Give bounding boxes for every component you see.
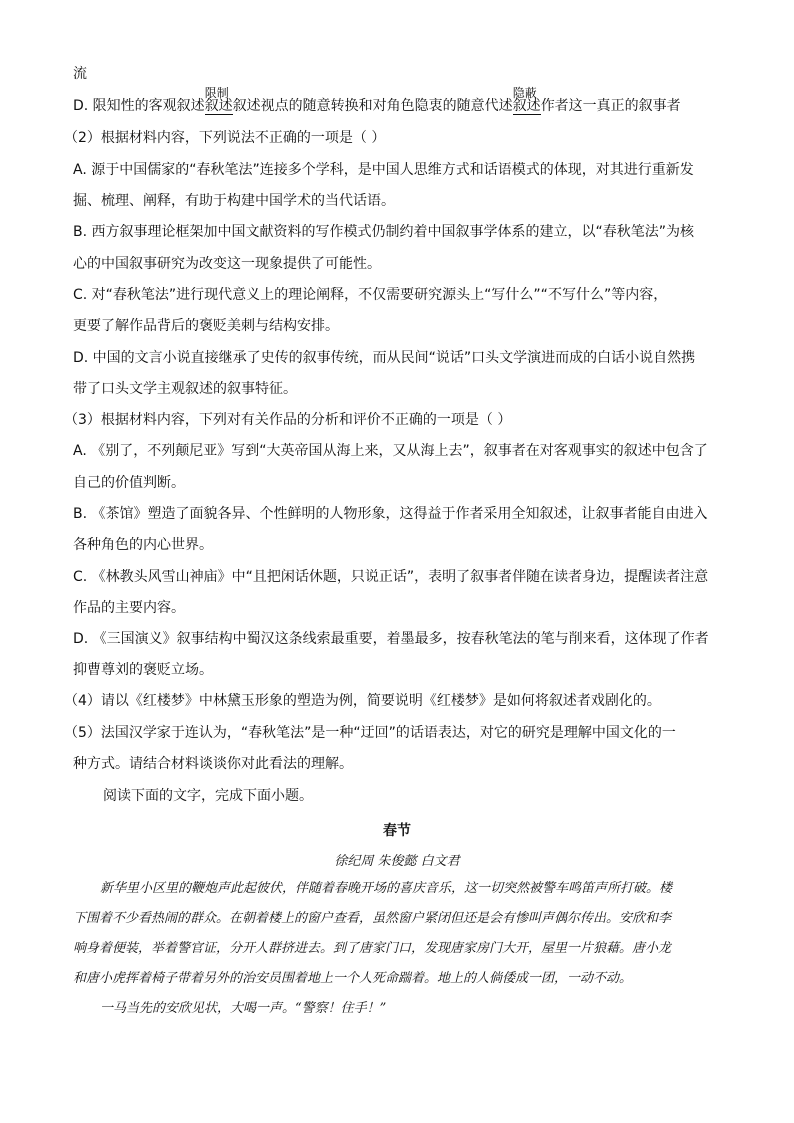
q2-option-b-line1: B. 西方叙事理论框架加中国文献资料的写作模式仍制约着中国叙事学体系的建立，以“春秋笔法”为核 (73, 224, 695, 240)
story-authors: 徐纪周 朱俊懿 白文君 (334, 854, 460, 869)
q2-option-d-line1: D. 中国的文言小说直接继承了史传的叙事传统，而从民间“说话”口头文学演进而成的白话小说自然携 (73, 350, 696, 366)
ruby-annotation (204, 86, 233, 116)
story-para1-line4: 和唐小虎挥着椅子带着另外的治安员围着地上一个人死命踹着。地上的人倘倭成一团，一动不动。 (73, 971, 633, 986)
top-fragment: 流 (73, 66, 87, 82)
q3-option-c-line2: 作品的主要内容。 (73, 600, 185, 616)
q2-option-c-line1: C. 对“春秋笔法”进行现代意义上的理论阐释，不仅需要研究源头上“写什么”“不写什么”等内容， (73, 287, 668, 303)
q2-option-b-line2: 心的中国叙事研究为改变这一现象提供了可能性。 (73, 256, 381, 272)
q1-d-mid: 叙述视点的随意转换和对角色隐衷的随意代述 (232, 98, 513, 114)
story-para1-line1: 新华里小区里的鞭炮声此起彼伏，伴随着春晚开场的喜庆音乐，这一切突然被警车鸣笛声所打破。楼 (100, 881, 673, 896)
story-para1-line3: 响身着便装，举着警官证，分开人群挤进去。到了唐家门口，发现唐家房门大开，屋里一片狼藉。唐小龙 (73, 941, 672, 956)
q4-stem: （4）请以《红楼梦》中林黛玉形象的塑造为例，简要说明《红楼梦》是如何将叙述者戏剧化的。 (64, 693, 661, 709)
q3-option-a-line1: A. 《别了，不列颠尼亚》写到“大英帝国从海上来，又从海上去”，叙事者在对客观事实的叙述中包含了 (73, 443, 708, 459)
q2-option-d-line2: 带了口头文学主观叙述的叙事特征。 (73, 381, 297, 397)
q1-d-prefix: D. 限知性的客观叙述 (73, 98, 205, 114)
q2-option-a-line2: 掘、梳理、阐释，有助于构建中国学术的当代话语。 (73, 193, 395, 209)
q2-stem: （2）根据材料内容，下列说法不正确的一项是（ ） (64, 130, 386, 146)
story-para2: 一马当先的安欣见状，大喝一声。“警察！住手！” (100, 1001, 387, 1016)
q5-stem-line1: （5）法国汉学家于连认为，“春秋笔法”是一种“迂回”的话语表达，对它的研究是理解中国文化的一 (64, 725, 676, 741)
reading-instruction: 阅读下面的文字，完成下面小题。 (103, 788, 313, 804)
ruby-base: 叙述 (204, 98, 233, 114)
ruby-annotation (512, 86, 541, 116)
q1-option-d (73, 86, 681, 116)
q3-option-b-line2: 各种角色的内心世界。 (73, 537, 213, 553)
story-title: 春节 (383, 823, 411, 839)
q3-option-b-line1: B. 《茶馆》塑造了面貌各异、个性鲜明的人物形象，这得益于作者采用全知叙述，让叙事者能自由进入 (73, 506, 708, 522)
ruby-base: 叙述 (512, 98, 541, 114)
ruby-text: 限制 (204, 86, 229, 100)
story-body (73, 874, 723, 1024)
q2-option-c-line2: 更要了解作品背后的褒贬美刺与结构安排。 (73, 318, 339, 334)
story-para1-line2: 下围着不少看热闹的群众。在朝着楼上的窗户查看，虽然窗户紧闭但还是会有惨叫声偶尔传出。安欣和李 (73, 911, 672, 926)
q3-option-a-line2: 自己的价值判断。 (73, 475, 185, 491)
q1-d-suffix: 作者这一真正的叙事者 (540, 98, 681, 114)
ruby-text: 隐蔽 (512, 86, 537, 100)
q2-option-a-line1: A. 源于中国儒家的“春秋笔法”连接多个学科，是中国人思维方式和话语模式的体现，对其进行重新发 (73, 162, 694, 178)
q3-option-d-line1: D. 《三国演义》叙事结构中蜀汉这条线索最重要，着墨最多，按春秋笔法的笔与削来看，这体现了作者 (73, 631, 709, 647)
q3-stem: （3）根据材料内容，下列对有关作品的分析和评价不正确的一项是（ ） (64, 412, 512, 428)
q3-option-c-line1: C. 《林教头风雪山神庙》中“且把闲话休题，只说正话”，表明了叙事者伴随在读者身边，提醒读者注意 (73, 569, 709, 585)
q3-option-d-line2: 抑曹尊刘的褒贬立场。 (73, 662, 213, 678)
q5-stem-line2: 种方式。请结合材料谈谈你对此看法的理解。 (73, 756, 353, 772)
